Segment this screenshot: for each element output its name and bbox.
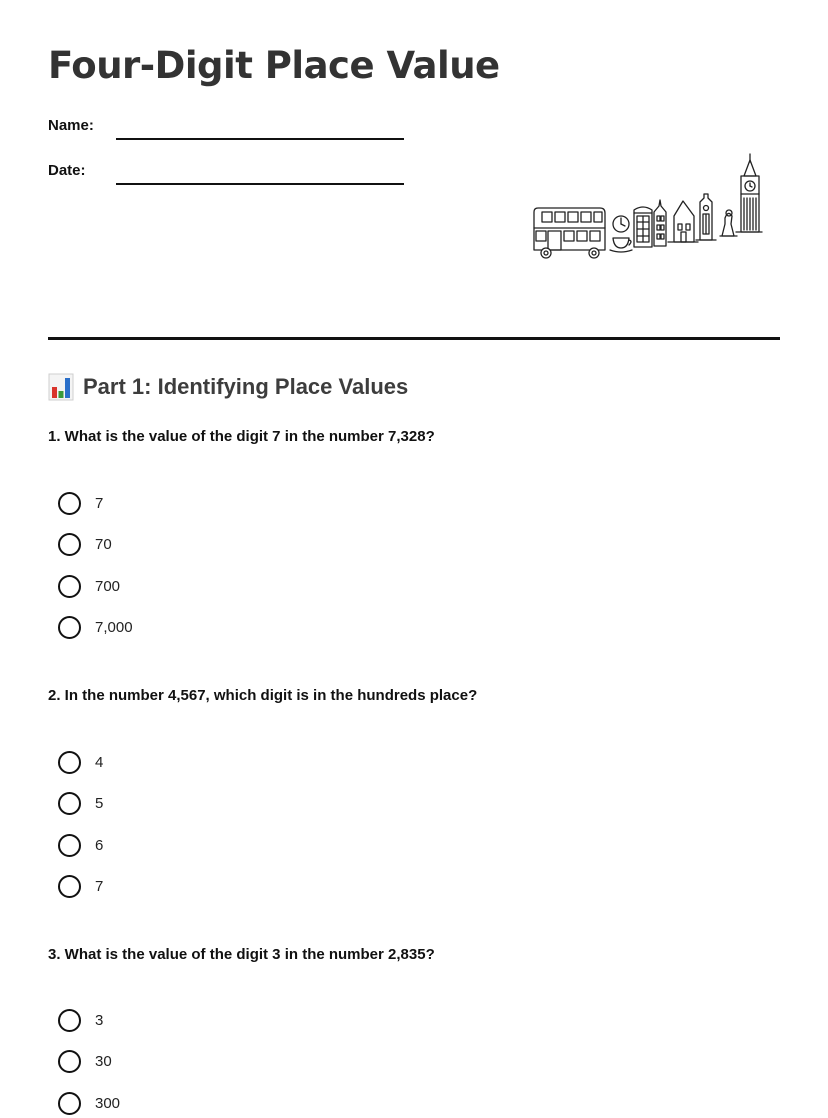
option-label: 7,000 xyxy=(95,618,133,636)
building-drawing xyxy=(654,200,666,246)
radio-button[interactable] xyxy=(58,1009,81,1032)
radio-button[interactable] xyxy=(58,875,81,898)
section-heading xyxy=(48,373,408,401)
tower-drawing xyxy=(696,194,716,240)
london-skyline-illustration xyxy=(528,150,764,265)
q3-option-2[interactable] xyxy=(58,1049,112,1073)
q2-option-2[interactable] xyxy=(58,791,103,815)
option-label: 7 xyxy=(95,877,104,895)
option-label: 300 xyxy=(95,1094,121,1112)
radio-button[interactable] xyxy=(58,533,81,556)
question-1: 1. What is the value of the digit 7 in the number 7,328? xyxy=(48,428,435,445)
q2-option-4[interactable] xyxy=(58,874,103,898)
radio-button[interactable] xyxy=(58,792,81,815)
radio-button[interactable] xyxy=(58,751,81,774)
header-divider xyxy=(48,337,780,340)
option-label: 70 xyxy=(95,535,112,553)
q1-option-1[interactable] xyxy=(58,491,103,515)
radio-button[interactable] xyxy=(58,1092,81,1115)
name-field[interactable] xyxy=(116,138,404,140)
guard-drawing xyxy=(720,210,737,236)
q3-option-3[interactable] xyxy=(58,1091,120,1115)
q3-option-1[interactable] xyxy=(58,1008,103,1032)
q2-option-1[interactable] xyxy=(58,750,103,774)
option-label: 6 xyxy=(95,836,104,854)
radio-button[interactable] xyxy=(58,1050,81,1073)
radio-button[interactable] xyxy=(58,834,81,857)
option-label: 5 xyxy=(95,794,104,812)
date-field[interactable] xyxy=(116,183,404,185)
radio-button[interactable] xyxy=(58,575,81,598)
clock-and-teacup-drawing xyxy=(610,216,632,252)
big-ben-drawing xyxy=(736,154,762,232)
section-title: Part 1: Identifying Place Values xyxy=(83,374,409,399)
q1-option-4[interactable] xyxy=(58,615,133,639)
bar-chart-icon xyxy=(48,373,74,401)
q2-option-3[interactable] xyxy=(58,833,103,857)
page-title: Four-Digit Place Value xyxy=(48,44,500,87)
name-label: Name: xyxy=(48,117,94,134)
radio-button[interactable] xyxy=(58,616,81,639)
question-2: 2. In the number 4,567, which digit is in the hundreds place? xyxy=(48,687,478,704)
option-label: 4 xyxy=(95,753,104,771)
option-label: 7 xyxy=(95,494,104,512)
option-label: 700 xyxy=(95,577,121,595)
option-label: 30 xyxy=(95,1052,112,1070)
q1-option-3[interactable] xyxy=(58,574,120,598)
radio-button[interactable] xyxy=(58,492,81,515)
option-label: 3 xyxy=(95,1011,104,1029)
house-drawing xyxy=(668,201,698,242)
q1-option-2[interactable] xyxy=(58,532,112,556)
question-3: 3. What is the value of the digit 3 in the number 2,835? xyxy=(48,946,435,963)
phone-box-drawing xyxy=(634,207,652,247)
bus-drawing xyxy=(534,208,605,258)
date-label: Date: xyxy=(48,162,86,179)
